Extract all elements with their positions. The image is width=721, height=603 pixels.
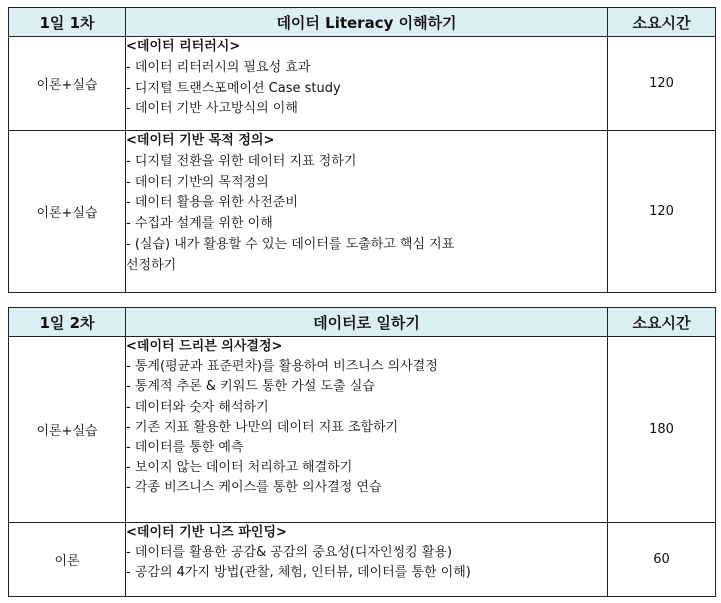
content-item: - 통계(평균과 표준편차)를 활용하여 비즈니스 의사결정	[126, 359, 438, 375]
session-content	[126, 337, 608, 523]
content-item: 선정하기	[126, 257, 177, 273]
session-header: 1일 2차	[9, 308, 126, 337]
section-title: <데이터 드리븐 의사결정>	[126, 339, 283, 354]
duration-value: 120	[608, 37, 716, 131]
content-item: - 통계적 추론 & 키워드 통한 가설 도출 실습	[126, 379, 375, 395]
session-content	[126, 523, 608, 597]
content-item: - 데이터를 통한 예측	[126, 440, 244, 456]
session-content	[126, 37, 608, 131]
content-item: - (실습) 내가 활용할 수 있는 데이터를 도출하고 핵심 지표	[126, 236, 455, 252]
duration-value: 180	[608, 337, 716, 523]
content-item: - 기존 지표 활용한 나만의 데이터 지표 조합하기	[126, 419, 399, 435]
content-item: - 데이터 활용을 위한 사전준비	[126, 195, 298, 211]
session-type: 이론+실습	[9, 337, 126, 523]
content-item: - 데이터 기반의 목적정의	[126, 174, 269, 190]
content-item: - 보이지 않는 데이터 처리하고 해결하기	[126, 460, 353, 476]
section-title: <데이터 기반 목적 정의>	[126, 133, 275, 148]
section-title: <데이터 기반 니즈 파인딩>	[126, 525, 287, 540]
table-row	[9, 131, 716, 293]
content-item: - 각종 비즈니스 케이스를 통한 의사결정 연습	[126, 480, 382, 496]
session-type: 이론+실습	[9, 37, 126, 131]
table-row	[9, 37, 716, 131]
content-item: - 수집과 설계를 위한 이해	[126, 216, 273, 232]
duration-value: 60	[608, 523, 716, 597]
session-content	[126, 131, 608, 293]
topic-header: 데이터로 일하기	[126, 308, 608, 337]
duration-value: 120	[608, 131, 716, 293]
session-header: 1일 1차	[9, 8, 126, 37]
section-title: <데이터 리터러시>	[126, 39, 241, 54]
curriculum-table-day1-session1	[8, 7, 716, 293]
duration-header: 소요시간	[608, 308, 716, 337]
content-item: - 디지털 트랜스포메이션 Case study	[126, 80, 341, 96]
table-row	[9, 523, 716, 597]
session-type: 이론+실습	[9, 131, 126, 293]
table-header-row	[9, 8, 716, 37]
session-type: 이론	[9, 523, 126, 597]
content-item: - 데이터를 활용한 공감& 공감의 중요성(디자인씽킹 활용)	[126, 545, 453, 561]
content-item: - 데이터 리터러시의 필요성 효과	[126, 59, 311, 75]
duration-header: 소요시간	[608, 8, 716, 37]
content-item: - 공감의 4가지 방법(관찰, 체험, 인터뷰, 데이터를 통한 이해)	[126, 565, 471, 581]
content-item: - 데이터와 숫자 해석하기	[126, 399, 269, 415]
table-row	[9, 337, 716, 523]
content-item: - 데이터 기반 사고방식의 이해	[126, 101, 298, 117]
curriculum-table-day1-session2	[8, 307, 716, 597]
table-header-row	[9, 308, 716, 337]
topic-header: 데이터 Literacy 이해하기	[126, 8, 608, 37]
content-item: - 디지털 전환을 위한 데이터 지표 정하기	[126, 153, 357, 169]
